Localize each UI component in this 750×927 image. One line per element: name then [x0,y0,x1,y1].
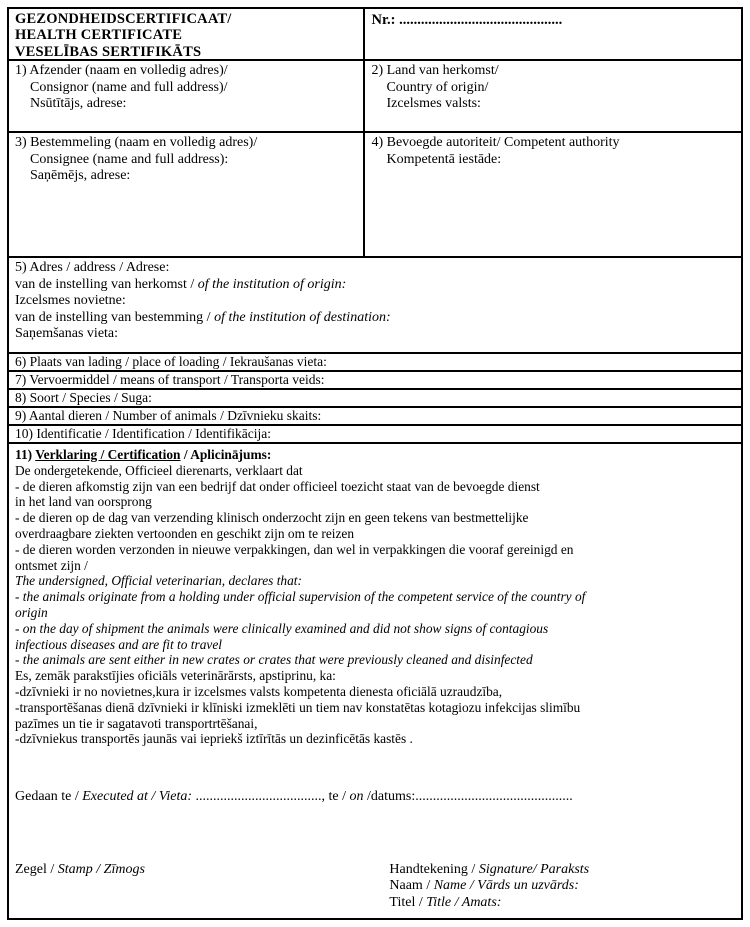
consignor-field: 1) Afzender (naam en volledig adres)/ Consignor (name and full address)/ Nsūtītājs, adrese: [9,61,365,131]
consignee-authority-row [9,133,741,258]
executed-at-line: Gedaan te / Executed at / Vieta: ...................................., te / on /datums:............................................. [15,789,573,805]
field-species: 8) Soort / Species / Suga: [9,390,741,408]
field-place-of-loading: 6) Plaats van lading / place of loading / Iekraušanas vieta: [9,354,741,372]
country-of-origin-field: 2) Land van herkomst/ Country of origin/ Izcelsmes valsts: [371,63,499,111]
address-block: 5) Adres / address / Adrese: van de instelling van herkomst / of the institution of origin: Izcelsmes novietne: van de instelling van bestemming / of the institution of destination: Saņemšanas vieta: [9,258,741,354]
health-certificate-form [7,7,743,920]
signature-row [15,862,735,912]
certificate-number-field [365,9,741,59]
certificate-title: GEZONDHEIDSCERTIFICAAT/ HEALTH CERTIFICATE VESELĪBAS SERTIFIKĀTS [9,9,365,59]
field-means-of-transport: 7) Vervoermiddel / means of transport / Transporta veids: [9,372,741,390]
signature-block: Handtekening / Signature/ Paraksts Naam / Name / Vārds un uzvārds: Titel / Title / Amats: [389,861,590,910]
competent-authority-field: 4) Bevoegde autoriteit/ Competent authority Kompetentā iestāde: [371,135,620,167]
field-number-of-animals: 9) Aantal dieren / Number of animals / Dzīvnieku skaits: [9,408,741,426]
consignee-field: 3) Bestemmeling (naam en volledig adres)/ Consignee (name and full address): Saņēmējs, adrese: [9,133,365,256]
consignor-origin-row [9,61,741,133]
header-row [9,9,741,61]
stamp-label: Zegel / Stamp / Zīmogs [15,861,145,877]
certification-text: 11) Verklaring / Certification / Aplicinājums: De ondergetekende, Officieel dierenarts, verklaart dat - de dieren afkomstig zijn van een bedrijf dat onder officieel toezicht staat van de bevoegde dienst in het land van oorsprong - de dieren op de dag van verzending klinisch onderzocht zijn en geen tekens van bestmettelijke overdraagbare ziekten vertoonden en geschikt zijn om te reizen - de dieren worden verzonden in nieuwe verpakkingen, dan wel in verpakkingen die vooraf gereinigd en ontsmet zijn / The undersigned, Official veterinarian, declares that: - the animals originate from a holding under official supervision of the competent service of the country of origin - on the day of shipment the animals were clinically examined and did not show signs of contagious infectious diseases and are fit to travel - the animals are sent either in new crates or crates that were previously cleaned and disinfected Es, zemāk parakstījies oficiāls veterinārārsts, apstiprinu, ka: -dzīvnieki ir no novietnes,kura ir izcelsmes valsts kompetenta dienesta oficiālā uzraudzība, -transportēšanas dienā dzīvnieki ir klīniski izmeklēti un tiem nav konstatētas kotagiozu infekcijas slimību pazīmes un tie ir sagatavoti transportrtēšanai, -dzīvniekus transportēs jaunās vai iepriekš iztīrītās un dezinficētās kastēs . [15,447,586,747]
certificate-number-label: Nr.: ............................................. [371,12,563,28]
certification-section [9,444,741,918]
field-identification: 10) Identificatie / Identification / Identifikācija: [9,426,741,444]
